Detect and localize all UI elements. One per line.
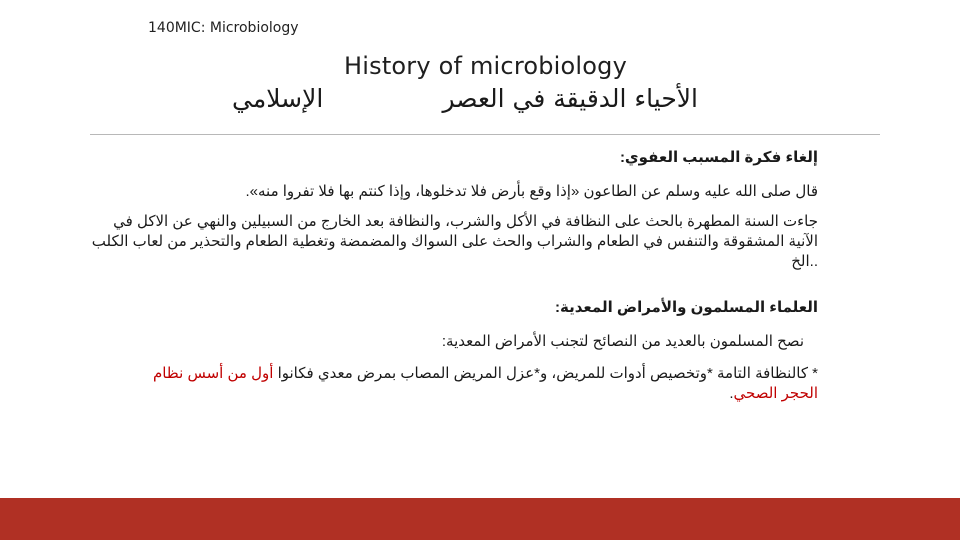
heading-muslim-scholars: العلماء المسلمون والأمراض المعدية:	[555, 299, 818, 316]
hygiene-line-1: جاءت السنة المطهرة بالحث على النظافة في الأكل والشرب، والنظافة بعد الخارج من السبيلين والنهي عن الاكل في	[113, 213, 818, 230]
slide-title-arabic-continued: الإسلامي	[232, 84, 324, 113]
quarantine-paragraph	[58, 364, 818, 404]
hygiene-paragraph	[58, 212, 818, 272]
quarantine-highlight-2: الحجر الصحي	[733, 385, 818, 402]
hadith-paragraph: قال صلى الله عليه وسلم عن الطاعون «إذا وقع بأرض فلا تدخلوها، وإذا كنتم بها فلا تفروا منه».	[245, 183, 818, 200]
heading-spontaneous-generation: إلغاء فكرة المسبب العفوي:	[619, 149, 818, 166]
title-divider	[90, 134, 880, 135]
hygiene-line-3: ..الخ	[791, 253, 818, 270]
quarantine-text: * كالنظافة التامة *وتخصيص أدوات للمريض، و*عزل المريض المصاب بمرض معدي فكانوا	[273, 365, 818, 382]
course-label: 140MIC: Microbiology	[148, 20, 299, 36]
hygiene-line-2: الآنية المشقوقة والتنفس في الطعام والشراب والحث على السواك والمضمضة وتغطية الطعام والتحذير من لعاب الكلب	[91, 233, 818, 250]
advice-paragraph: نصح المسلمون بالعديد من النصائح لتجنب الأمراض المعدية:	[441, 333, 804, 350]
quarantine-highlight-1: أول من أسس نظام	[152, 365, 274, 382]
slide-title-english: History of microbiology	[344, 52, 628, 80]
quarantine-end: .	[729, 385, 734, 402]
slide-title-arabic: الأحياء الدقيقة في العصر	[442, 84, 698, 113]
slide-body	[58, 146, 818, 404]
footer-bar	[0, 498, 960, 540]
